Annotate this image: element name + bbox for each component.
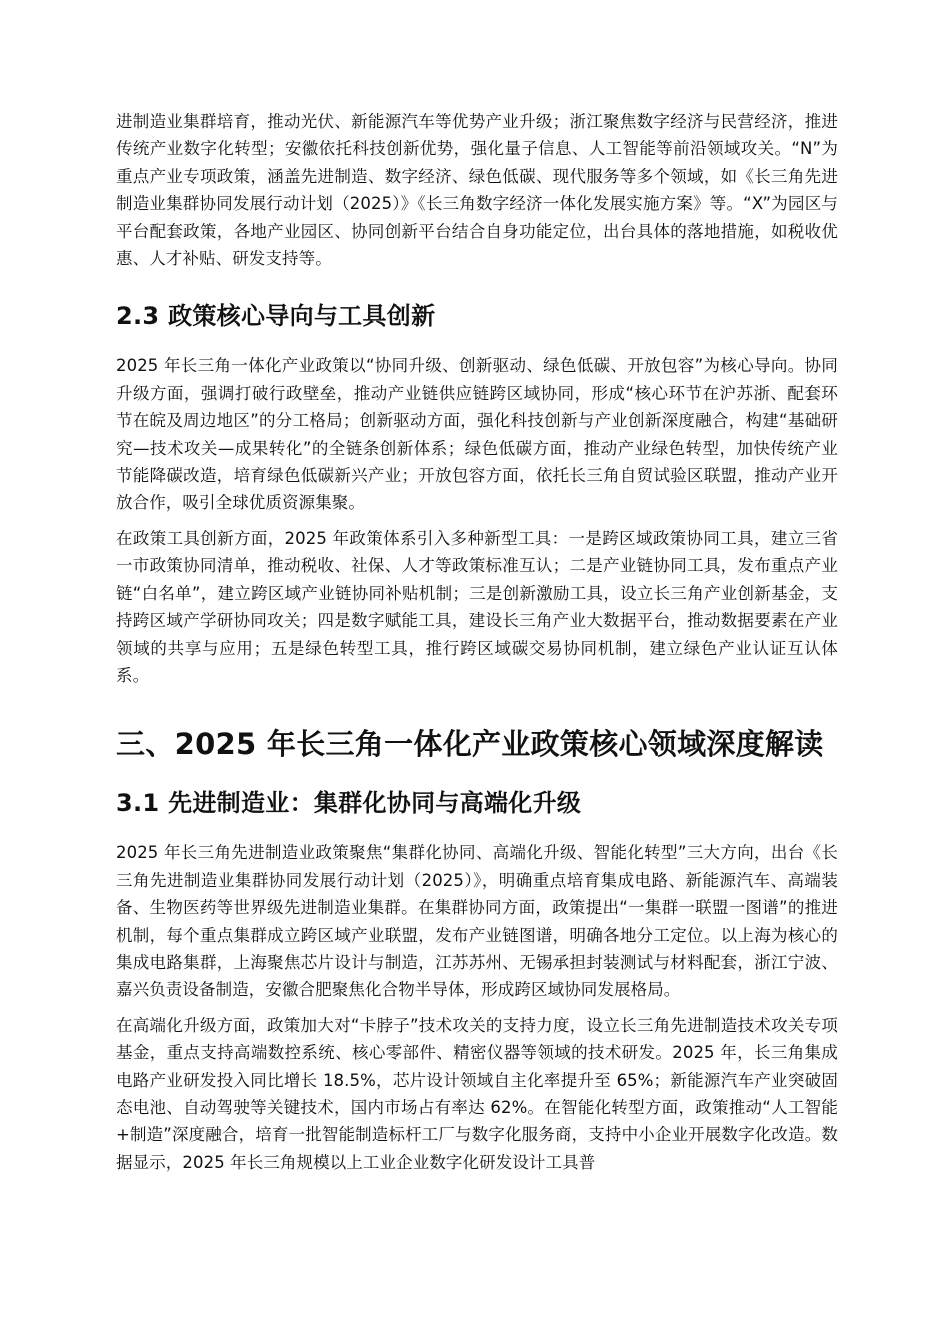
document-page <box>116 108 838 1184</box>
section-heading-2-3: 2.3 政策核心导向与工具创新 <box>116 302 436 331</box>
paragraph-policy-tools: 在政策工具创新方面，2025 年政策体系引入多种新型工具：一是跨区域政策协同工具，建立三省一市政策协同清单，推动税收、社保、人才等政策标准互认；二是产业链协同工具，发布重点产业链“白名单”，建立跨区域产业链协同补贴机制；三是创新激励工具，设立长三角产业创新基金，支持跨区域产学研协同攻关；四是数字赋能工具，建设长三角产业大数据平台，推动数据要素在产业领域的共享与应用；五是绿色转型工具，推行跨区域碳交易协同机制，建立绿色产业认证互认体系。 <box>116 528 838 685</box>
section-heading-3-1: 3.1 先进制造业：集群化协同与高端化升级 <box>116 789 582 818</box>
paragraph-policy-framework: 进制造业集群培育，推动光伏、新能源汽车等优势产业升级；浙江聚焦数字经济与民营经济，推进传统产业数字化转型；安徽依托科技创新优势，强化量子信息、人工智能等前沿领域攻关。“N”为重点产业专项政策，涵盖先进制造、数字经济、绿色低碳、现代服务等多个领域，如《长三角先进制造业集群协同发展行动计划（2025）》《长三角数字经济一体化发展实施方案》等。“X”为园区与平台配套政策，各地产业园区、协同创新平台结合自身功能定位，出台具体的落地措施，如税收优惠、人才补贴、研发支持等。 <box>116 112 838 269</box>
paragraph-advanced-manufacturing: 2025 年长三角先进制造业政策聚焦“集群化协同、高端化升级、智能化转型”三大方向，出台《长三角先进制造业集群协同发展行动计划（2025）》，明确重点培育集成电路、新能源汽车、高端装备、生物医药等世界级先进制造业集群。在集群协同方面，政策提出“一集群一联盟一图谱”的推进机制，每个重点集群成立跨区域产业联盟，发布产业链图谱，明确各地分工定位。以上海为核心的集成电路集群，上海聚焦芯片设计与制造，江苏苏州、无锡承担封装测试与材料配套，浙江宁波、嘉兴负责设备制造，安徽合肥聚焦化合物半导体，形成跨区域协同发展格局。 <box>116 843 838 1000</box>
chapter-heading-3: 三、2025 年长三角一体化产业政策核心领域深度解读 <box>116 727 824 762</box>
paragraph-core-orientation: 2025 年长三角一体化产业政策以“协同升级、创新驱动、绿色低碳、开放包容”为核心导向。协同升级方面，强调打破行政壁垒，推动产业链供应链跨区域协同，形成“核心环节在沪苏浙、配套环节在皖及周边地区”的分工格局；创新驱动方面，强化科技创新与产业创新深度融合，构建“基础研究—技术攻关—成果转化”的全链条创新体系；绿色低碳方面，推动产业绿色转型，加快传统产业节能降碳改造，培育绿色低碳新兴产业；开放包容方面，依托长三角自贸试验区联盟，推动产业开放合作，吸引全球优质资源集聚。 <box>116 356 838 513</box>
paragraph-high-end-upgrade: 在高端化升级方面，政策加大对“卡脖子”技术攻关的支持力度，设立长三角先进制造技术攻关专项基金，重点支持高端数控系统、核心零部件、精密仪器等领域的技术研发。2025 年，长三角集成电路产业研发投入同比增长 18.5%，芯片设计领域自主化率提升至 65%；新能源汽车产业突破固态电池、自动驾驶等关键技术，国内市场占有率达 62%。在智能化转型方面，政策推动“人工智能+制造”深度融合，培育一批智能制造标杆工厂与数字化服务商，支持中小企业开展数字化改造。数据显示，2025 年长三角规模以上工业企业数字化研发设计工具普 <box>116 1015 838 1172</box>
